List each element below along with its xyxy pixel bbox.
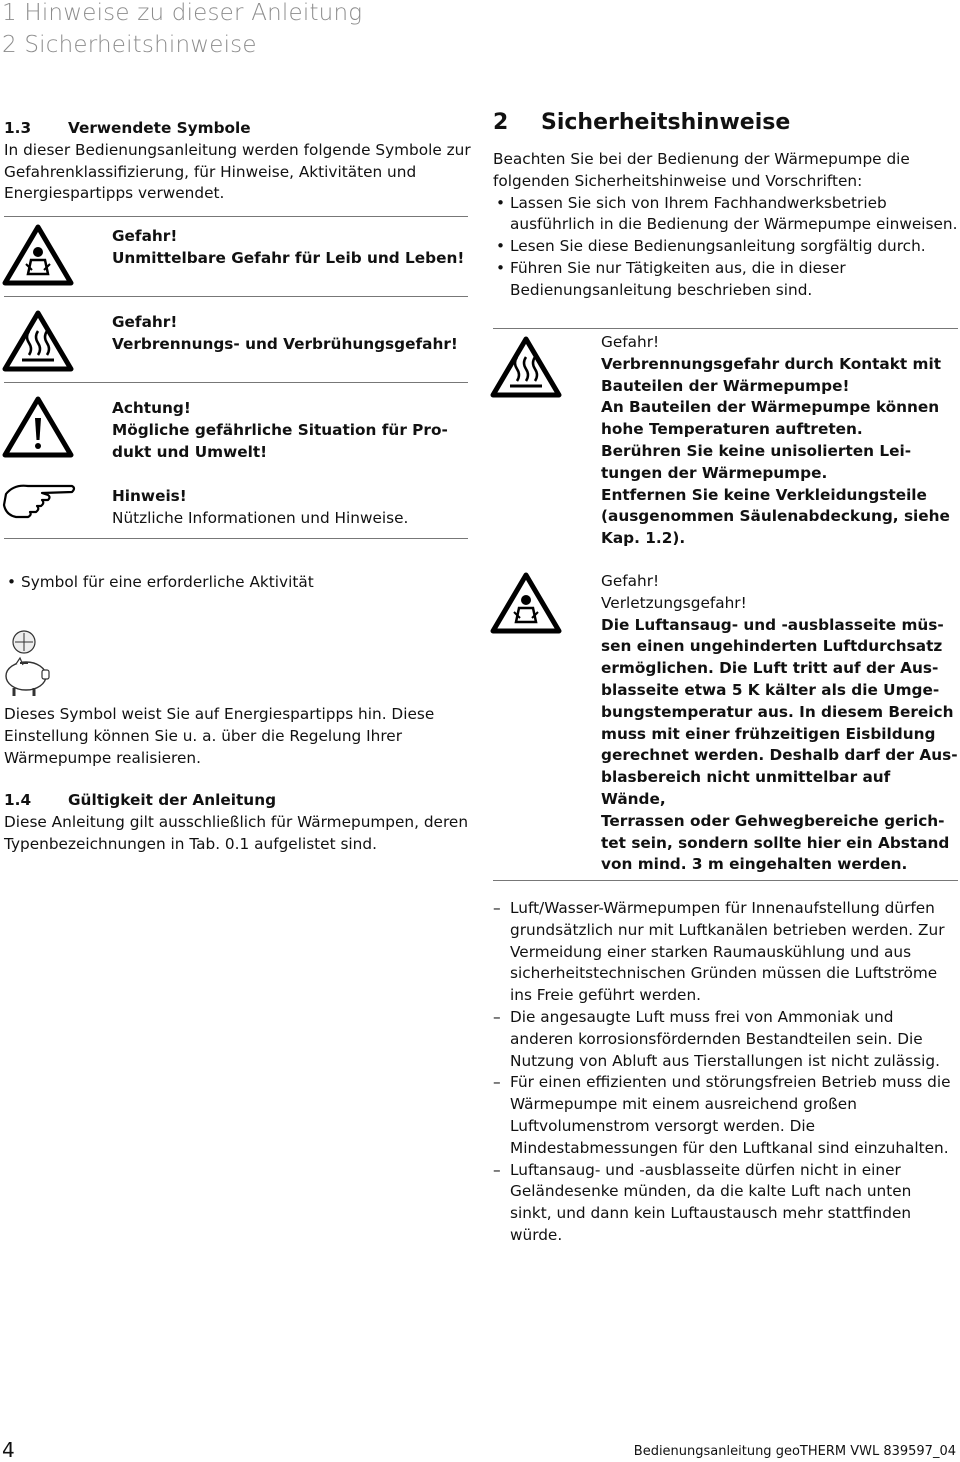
activity-bullet-block <box>4 572 474 594</box>
energy-tip-text: Dieses Symbol weist Sie auf Energiespartipps hin. Diese Einstellung können Sie u. a. über die Regelung Ihrer Wärmepumpe realisieren. <box>4 705 435 767</box>
divider <box>4 538 468 539</box>
symbol-3-line1: Mögliche gefährliche Situation für Pro- <box>112 420 448 439</box>
warning-1-line: tungen der Wärmepumpe. <box>601 463 828 482</box>
section-2-heading <box>493 110 958 135</box>
warning-2-line: bungstemperatur aus. In diesem Bereich <box>601 702 954 721</box>
divider <box>4 382 468 383</box>
symbol-3-line2: dukt und Umwelt! <box>112 442 268 461</box>
document-id: Bedienungsanleitung geoTHERM VWL 839597_04 <box>633 1444 956 1459</box>
warning-1-line: Kap. 1.2). <box>601 529 686 548</box>
dash-item: – Luftansaug- und -ausblasseite dürfen nicht in einer Geländesenke münden, da die kalte Luft nach unten sinkt, und dann kein Luftaustausch mehr stattfinden würde. <box>493 1160 955 1247</box>
warning-1-line: Verbrennungsgefahr durch Kontakt mit <box>601 354 942 373</box>
person-warning-icon <box>2 224 74 286</box>
page-number: 4 <box>2 1438 15 1462</box>
warning-2-line: blasseite etwa 5 K kälter als die Umge- <box>601 680 940 699</box>
warning-1-line: hohe Temperaturen auftreten. <box>601 420 863 439</box>
divider <box>493 880 958 881</box>
warning-1-text <box>601 332 950 550</box>
warning-1-line: (ausgenommen Säulenabdeckung, siehe <box>601 507 950 526</box>
symbol-2-line1: Verbrennungs- und Verbrühungsgefahr! <box>112 334 458 353</box>
section-1-4-text: Diese Anleitung gilt ausschließlich für Wärmepumpen, deren Typenbezeichnungen in Tab. 0.1 aufgelistet sind. <box>4 812 469 853</box>
symbol-4-text <box>112 486 408 530</box>
activity-bullet: • Symbol für eine erforderliche Aktivität <box>4 572 474 594</box>
section-2 <box>493 110 958 302</box>
symbol-2-text <box>112 312 458 356</box>
section-1-4-heading <box>4 790 474 812</box>
person-warning-icon <box>490 572 562 634</box>
warning-1-line: Entfernen Sie keine Verkleidungsteile <box>601 485 927 504</box>
warning-2-line: tet sein, sondern sollte hier ein Abstand <box>601 833 950 852</box>
warning-2-line: blasbereich nicht unmittelbar auf Wände, <box>601 768 891 808</box>
hot-surface-icon <box>490 336 562 398</box>
section-1-3 <box>4 118 474 205</box>
symbol-3-text <box>112 398 448 463</box>
warning-2-line: ermöglichen. Die Luft tritt auf der Aus- <box>601 659 939 678</box>
warning-1-title: Gefahr! <box>601 333 660 351</box>
section-1-3-heading <box>4 118 474 140</box>
exclamation-warning-icon <box>2 396 74 458</box>
warning-2-line: gerechnet werden. Deshalb darf der Aus- <box>601 746 958 765</box>
section-1-4-title: Gültigkeit der Anleitung <box>68 791 277 809</box>
warning-2-text <box>601 571 960 876</box>
warning-2-line: sen einen ungehinderten Luftdurchsatz <box>601 637 943 656</box>
warning-1-line: Berühren Sie keine unisolierten Lei- <box>601 441 912 460</box>
section-1-3-text: In dieser Bedienungsanleitung werden folgende Symbole zur Gefahrenklassifizierung, für Hinweise, Aktivitäten und Energiespartipps verwendet. <box>4 140 471 203</box>
dash-item: – Für einen effizienten und störungsfreien Betrieb muss die Wärmepumpe mit einem ausreichend großen Luftvolumenstrom versorgt werden. Die Mindestabmessungen für den Luftkanal sind einzuhalten. <box>493 1072 955 1159</box>
section-1-3-title: Verwendete Symbole <box>68 119 251 137</box>
symbol-4-line1: Nützliche Informationen und Hinweise. <box>112 508 409 527</box>
dash-item: – Luft/Wasser-Wärmepumpen für Innenaufstellung dürfen grundsätzlich nur mit Luftkanälen betrieben werden. Zur Vermeidung einer starken Raumauskühlung und aus sicherheitstechnischen Gründen müssen die Luftströme ins Freie geführt werden. <box>493 898 955 1007</box>
warning-1-line: An Bauteilen der Wärmepumpe können <box>601 398 940 417</box>
running-header-line2: 2 Sicherheitshinweise <box>2 32 257 58</box>
warning-1-line: Bauteilen der Wärmepumpe! <box>601 376 850 395</box>
dash-list <box>493 898 955 1247</box>
symbol-1-title: Gefahr! <box>112 227 178 245</box>
section-2-bullet-3: • Führen Sie nur Tätigkeiten aus, die in dieser Bedienungsanleitung beschrieben sind. <box>493 258 958 302</box>
section-2-bullet-1: • Lassen Sie sich von Ihrem Fachhandwerksbetrieb ausführlich in die Bedienung der Wärmepumpe einweisen. <box>493 193 958 237</box>
section-1-4-number: 1.4 <box>4 791 32 809</box>
section-2-bullet-2: • Lesen Sie diese Bedienungsanleitung sorgfältig durch. <box>493 236 958 258</box>
piggy-bank-icon <box>2 628 54 700</box>
symbol-1-line1: Unmittelbare Gefahr für Leib und Leben! <box>112 248 465 267</box>
warning-2-title: Gefahr! <box>601 572 660 590</box>
symbol-3-title: Achtung! <box>112 399 191 417</box>
dash-item: – Die angesaugte Luft muss frei von Ammoniak und anderen korrosionsfördernden Bestandteilen sein. Die Nutzung von Abluft aus Tierstallungen ist nicht zulässig. <box>493 1007 955 1072</box>
divider <box>493 328 958 329</box>
section-1-3-number: 1.3 <box>4 119 32 137</box>
symbol-4-title: Hinweis! <box>112 487 187 505</box>
symbol-1-text <box>112 226 464 270</box>
section-2-intro: Beachten Sie bei der Bedienung der Wärmepumpe die folgenden Sicherheitshinweise und Vorschriften: <box>493 150 910 190</box>
warning-2-line: Verletzungsgefahr! <box>601 593 747 612</box>
pointing-hand-icon <box>2 480 76 524</box>
section-2-title: Sicherheitshinweise <box>541 110 791 135</box>
section-1-4 <box>4 790 474 855</box>
section-2-number: 2 <box>493 110 509 135</box>
divider <box>4 216 468 217</box>
divider <box>4 296 468 297</box>
warning-2-line: Die Luftansaug- und -ausblasseite müs- <box>601 615 944 634</box>
warning-2-line: von mind. 3 m eingehalten werden. <box>601 855 908 874</box>
symbol-2-title: Gefahr! <box>112 313 178 331</box>
hot-surface-icon <box>2 310 74 372</box>
warning-2-line: muss mit einer frühzeitigen Eisbildung <box>601 724 936 743</box>
running-header-line1: 1 Hinweise zu dieser Anleitung <box>2 0 363 26</box>
warning-2-line: Terrassen oder Gehwegbereiche gerich- <box>601 811 945 830</box>
